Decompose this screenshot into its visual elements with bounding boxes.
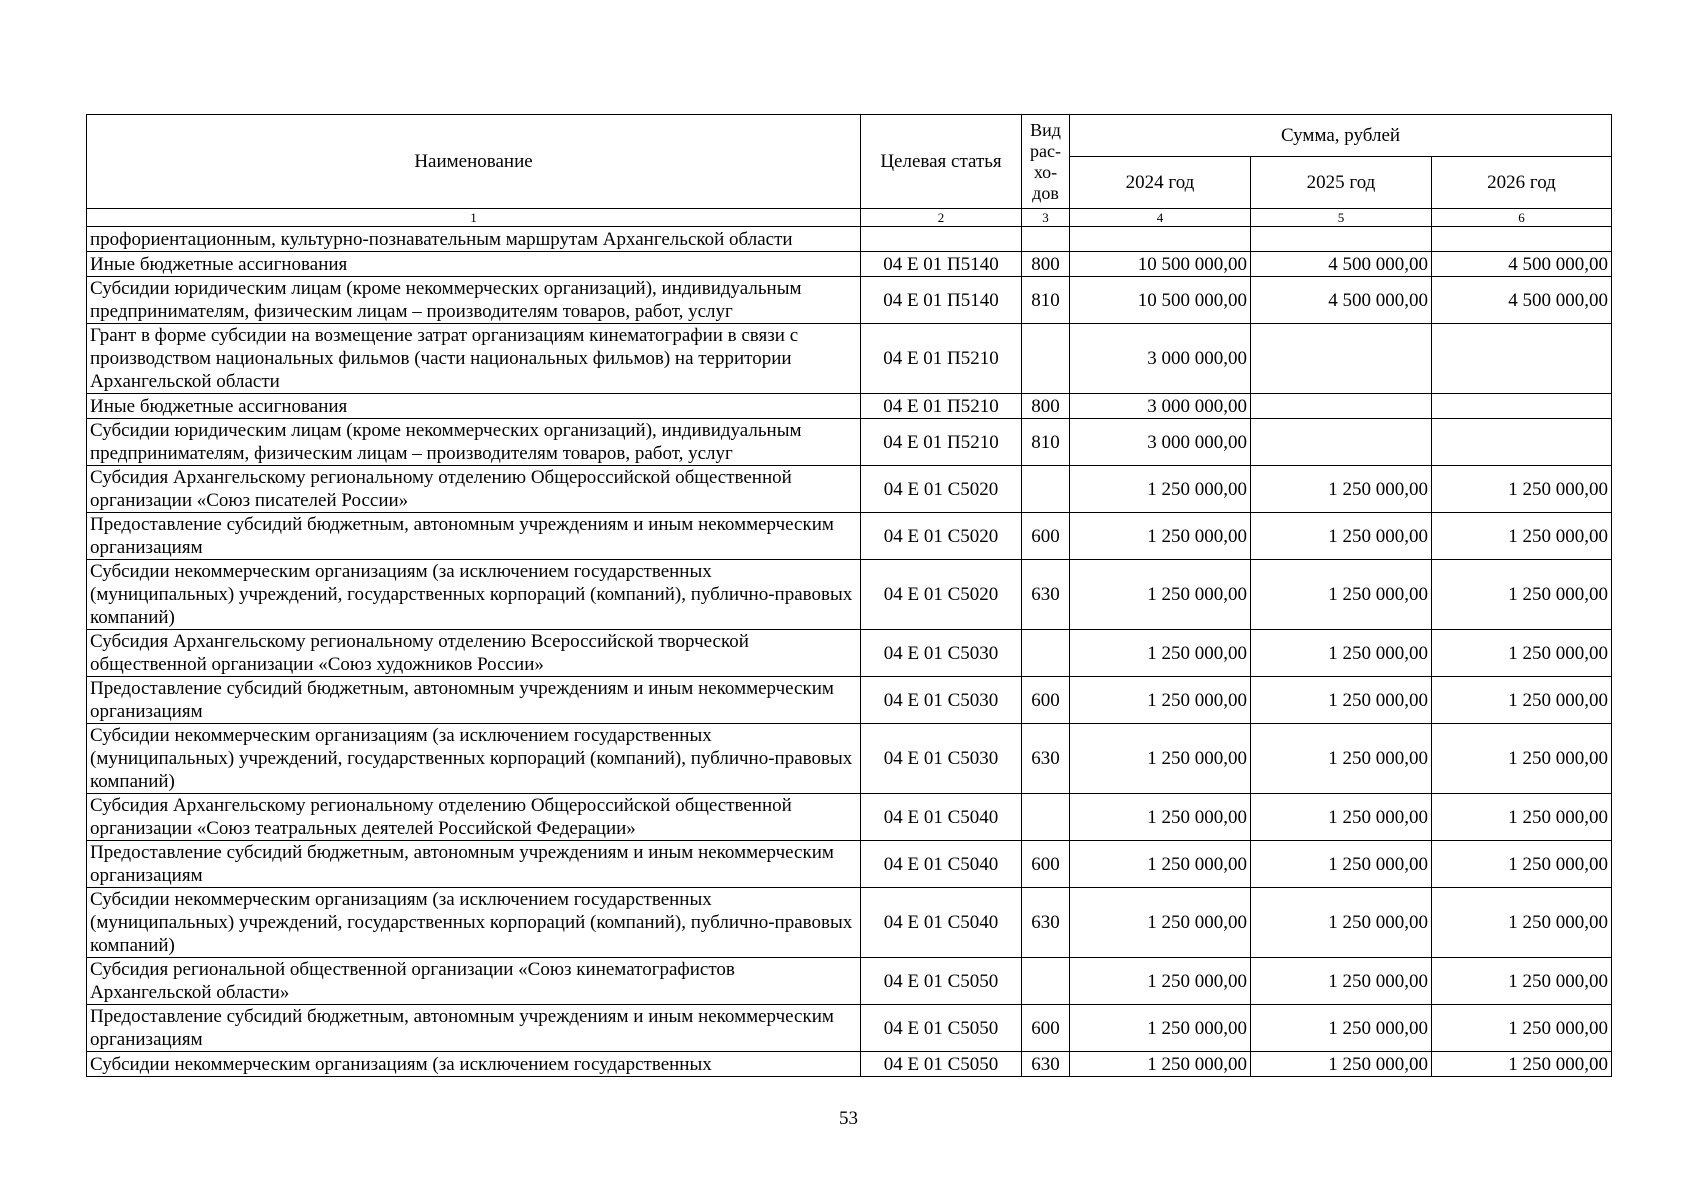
cell-name: Субсидии некоммерческим организациям (за исключением государственных (муниципальных) учреждений, государственных корпораций (компаний), публично-правовых компаний): [87, 560, 861, 630]
header-target-article: Целевая статья: [861, 115, 1022, 209]
cell-expense-type: 630: [1022, 1052, 1070, 1077]
cell-sum-2024: 1 250 000,00: [1070, 466, 1251, 513]
cell-sum-2024: 10 500 000,00: [1070, 277, 1251, 324]
table-row: [87, 227, 1612, 252]
cell-target-article: 04 Е 01 С5050: [861, 958, 1022, 1005]
cell-sum-2025: 1 250 000,00: [1251, 1052, 1432, 1077]
cell-sum-2026: 1 250 000,00: [1432, 794, 1612, 841]
cell-target-article: 04 Е 01 С5040: [861, 794, 1022, 841]
cell-name: Субсидии юридическим лицам (кроме некоммерческих организаций), индивидуальным предпринимателям, физическим лицам – производителям товаров, работ, услуг: [87, 419, 861, 466]
table-row: [87, 324, 1612, 394]
column-number: 4: [1070, 209, 1251, 227]
cell-target-article: 04 Е 01 П5140: [861, 252, 1022, 277]
table-row: [87, 466, 1612, 513]
cell-sum-2024: 1 250 000,00: [1070, 794, 1251, 841]
cell-sum-2026: 4 500 000,00: [1432, 252, 1612, 277]
cell-sum-2025: 4 500 000,00: [1251, 277, 1432, 324]
table-row: [87, 677, 1612, 724]
cell-target-article: 04 Е 01 С5030: [861, 677, 1022, 724]
cell-sum-2026: 1 250 000,00: [1432, 677, 1612, 724]
cell-expense-type: 600: [1022, 677, 1070, 724]
header-name: Наименование: [87, 115, 861, 209]
cell-sum-2024: 1 250 000,00: [1070, 958, 1251, 1005]
cell-target-article: 04 Е 01 С5020: [861, 466, 1022, 513]
cell-sum-2025: [1251, 227, 1432, 252]
table-row: [87, 419, 1612, 466]
cell-sum-2024: 1 250 000,00: [1070, 1052, 1251, 1077]
table-row: [87, 630, 1612, 677]
table-row: [87, 560, 1612, 630]
cell-sum-2024: 3 000 000,00: [1070, 394, 1251, 419]
cell-sum-2026: 1 250 000,00: [1432, 466, 1612, 513]
table-row: [87, 888, 1612, 958]
cell-sum-2025: [1251, 419, 1432, 466]
column-number: 6: [1432, 209, 1612, 227]
cell-expense-type: [1022, 794, 1070, 841]
cell-sum-2024: 1 250 000,00: [1070, 724, 1251, 794]
cell-name: Субсидия региональной общественной организации «Союз кинематографистов Архангельской области»: [87, 958, 861, 1005]
table-row: [87, 1052, 1612, 1077]
table-header: [87, 115, 1612, 227]
cell-sum-2024: 1 250 000,00: [1070, 888, 1251, 958]
cell-sum-2025: [1251, 324, 1432, 394]
cell-name: Субсидии некоммерческим организациям (за исключением государственных: [87, 1052, 861, 1077]
cell-expense-type: 600: [1022, 841, 1070, 888]
cell-expense-type: [1022, 630, 1070, 677]
header-year-2026: 2026 год: [1432, 157, 1612, 209]
cell-sum-2026: 4 500 000,00: [1432, 277, 1612, 324]
cell-target-article: 04 Е 01 С5040: [861, 841, 1022, 888]
column-number: 1: [87, 209, 861, 227]
cell-sum-2025: 1 250 000,00: [1251, 888, 1432, 958]
cell-expense-type: [1022, 324, 1070, 394]
cell-sum-2025: 1 250 000,00: [1251, 794, 1432, 841]
header-year-2024: 2024 год: [1070, 157, 1251, 209]
cell-expense-type: 630: [1022, 560, 1070, 630]
cell-sum-2025: 1 250 000,00: [1251, 724, 1432, 794]
cell-target-article: 04 Е 01 С5020: [861, 560, 1022, 630]
cell-name: Иные бюджетные ассигнования: [87, 252, 861, 277]
cell-sum-2025: [1251, 394, 1432, 419]
cell-sum-2026: 1 250 000,00: [1432, 560, 1612, 630]
header-year-2025: 2025 год: [1251, 157, 1432, 209]
cell-sum-2024: 3 000 000,00: [1070, 324, 1251, 394]
cell-sum-2024: 1 250 000,00: [1070, 677, 1251, 724]
cell-sum-2025: 4 500 000,00: [1251, 252, 1432, 277]
cell-name: Предоставление субсидий бюджетным, автономным учреждениям и иным некоммерческим организациям: [87, 1005, 861, 1052]
table-row: [87, 724, 1612, 794]
cell-sum-2025: 1 250 000,00: [1251, 677, 1432, 724]
cell-name: Грант в форме субсидии на возмещение затрат организациям кинематографии в связи с производством национальных фильмов (части национальных фильмов) на территории Архангельской области: [87, 324, 861, 394]
table-row: [87, 958, 1612, 1005]
cell-sum-2026: [1432, 324, 1612, 394]
cell-sum-2025: 1 250 000,00: [1251, 466, 1432, 513]
table-row: [87, 394, 1612, 419]
cell-target-article: 04 Е 01 С5020: [861, 513, 1022, 560]
cell-expense-type: [1022, 466, 1070, 513]
header-expense-type-line: хо-: [1033, 161, 1058, 182]
table-row: [87, 277, 1612, 324]
header-sum: Сумма, рублей: [1070, 115, 1612, 157]
cell-target-article: 04 Е 01 П5140: [861, 277, 1022, 324]
cell-expense-type: 800: [1022, 394, 1070, 419]
cell-expense-type: [1022, 958, 1070, 1005]
cell-sum-2024: 1 250 000,00: [1070, 630, 1251, 677]
budget-table: [86, 114, 1612, 1077]
header-expense-type-line: рас-: [1030, 140, 1061, 161]
cell-target-article: 04 Е 01 С5030: [861, 724, 1022, 794]
table-row: [87, 1005, 1612, 1052]
cell-sum-2025: 1 250 000,00: [1251, 513, 1432, 560]
cell-name: Субсидия Архангельскому региональному отделению Всероссийской творческой общественной организации «Союз художников России»: [87, 630, 861, 677]
cell-expense-type: 800: [1022, 252, 1070, 277]
cell-name: Субсидия Архангельскому региональному отделению Общероссийской общественной организации «Союз писателей России»: [87, 466, 861, 513]
page-number: 53: [839, 1108, 858, 1129]
cell-expense-type: 810: [1022, 419, 1070, 466]
cell-target-article: [861, 227, 1022, 252]
cell-expense-type: [1022, 227, 1070, 252]
cell-sum-2024: 1 250 000,00: [1070, 841, 1251, 888]
cell-expense-type: 630: [1022, 724, 1070, 794]
cell-sum-2026: [1432, 419, 1612, 466]
cell-sum-2026: [1432, 227, 1612, 252]
cell-sum-2024: 1 250 000,00: [1070, 560, 1251, 630]
column-number: 3: [1022, 209, 1070, 227]
cell-sum-2024: 3 000 000,00: [1070, 419, 1251, 466]
cell-sum-2024: [1070, 227, 1251, 252]
table-row: [87, 841, 1612, 888]
cell-name: Предоставление субсидий бюджетным, автономным учреждениям и иным некоммерческим организациям: [87, 841, 861, 888]
cell-name: Субсидии юридическим лицам (кроме некоммерческих организаций), индивидуальным предпринимателям, физическим лицам – производителям товаров, работ, услуг: [87, 277, 861, 324]
cell-expense-type: 600: [1022, 513, 1070, 560]
cell-sum-2024: 1 250 000,00: [1070, 1005, 1251, 1052]
cell-sum-2026: 1 250 000,00: [1432, 724, 1612, 794]
column-number: 5: [1251, 209, 1432, 227]
cell-name: Предоставление субсидий бюджетным, автономным учреждениям и иным некоммерческим организациям: [87, 677, 861, 724]
cell-target-article: 04 Е 01 П5210: [861, 324, 1022, 394]
cell-target-article: 04 Е 01 С5050: [861, 1052, 1022, 1077]
header-expense-type-line: Вид: [1030, 119, 1061, 140]
cell-sum-2026: 1 250 000,00: [1432, 888, 1612, 958]
cell-expense-type: 630: [1022, 888, 1070, 958]
cell-name: профориентационным, культурно-познавательным маршрутам Архангельской области: [87, 227, 861, 252]
column-number: 2: [861, 209, 1022, 227]
table-row: [87, 252, 1612, 277]
table-row: [87, 513, 1612, 560]
cell-sum-2026: 1 250 000,00: [1432, 630, 1612, 677]
column-number-row: [87, 209, 1612, 227]
header-expense-type-line: дов: [1032, 182, 1059, 203]
cell-sum-2026: 1 250 000,00: [1432, 1005, 1612, 1052]
cell-sum-2024: 1 250 000,00: [1070, 513, 1251, 560]
cell-target-article: 04 Е 01 С5040: [861, 888, 1022, 958]
cell-target-article: 04 Е 01 С5030: [861, 630, 1022, 677]
cell-sum-2026: 1 250 000,00: [1432, 841, 1612, 888]
cell-target-article: 04 Е 01 С5050: [861, 1005, 1022, 1052]
cell-sum-2026: 1 250 000,00: [1432, 513, 1612, 560]
header-expense-type: [1022, 115, 1070, 209]
cell-expense-type: 600: [1022, 1005, 1070, 1052]
cell-sum-2025: 1 250 000,00: [1251, 958, 1432, 1005]
cell-sum-2025: 1 250 000,00: [1251, 1005, 1432, 1052]
cell-sum-2025: 1 250 000,00: [1251, 560, 1432, 630]
table-body: [87, 227, 1612, 1077]
cell-expense-type: 810: [1022, 277, 1070, 324]
cell-sum-2026: 1 250 000,00: [1432, 1052, 1612, 1077]
table-row: [87, 794, 1612, 841]
cell-name: Предоставление субсидий бюджетным, автономным учреждениям и иным некоммерческим организациям: [87, 513, 861, 560]
cell-sum-2025: 1 250 000,00: [1251, 841, 1432, 888]
cell-target-article: 04 Е 01 П5210: [861, 394, 1022, 419]
cell-name: Субсидии некоммерческим организациям (за исключением государственных (муниципальных) учреждений, государственных корпораций (компаний), публично-правовых компаний): [87, 724, 861, 794]
cell-sum-2025: 1 250 000,00: [1251, 630, 1432, 677]
cell-sum-2026: 1 250 000,00: [1432, 958, 1612, 1005]
cell-sum-2024: 10 500 000,00: [1070, 252, 1251, 277]
cell-name: Иные бюджетные ассигнования: [87, 394, 861, 419]
cell-target-article: 04 Е 01 П5210: [861, 419, 1022, 466]
cell-sum-2026: [1432, 394, 1612, 419]
cell-name: Субсидии некоммерческим организациям (за исключением государственных (муниципальных) учреждений, государственных корпораций (компаний), публично-правовых компаний): [87, 888, 861, 958]
cell-name: Субсидия Архангельскому региональному отделению Общероссийской общественной организации «Союз театральных деятелей Российской Федерации»: [87, 794, 861, 841]
